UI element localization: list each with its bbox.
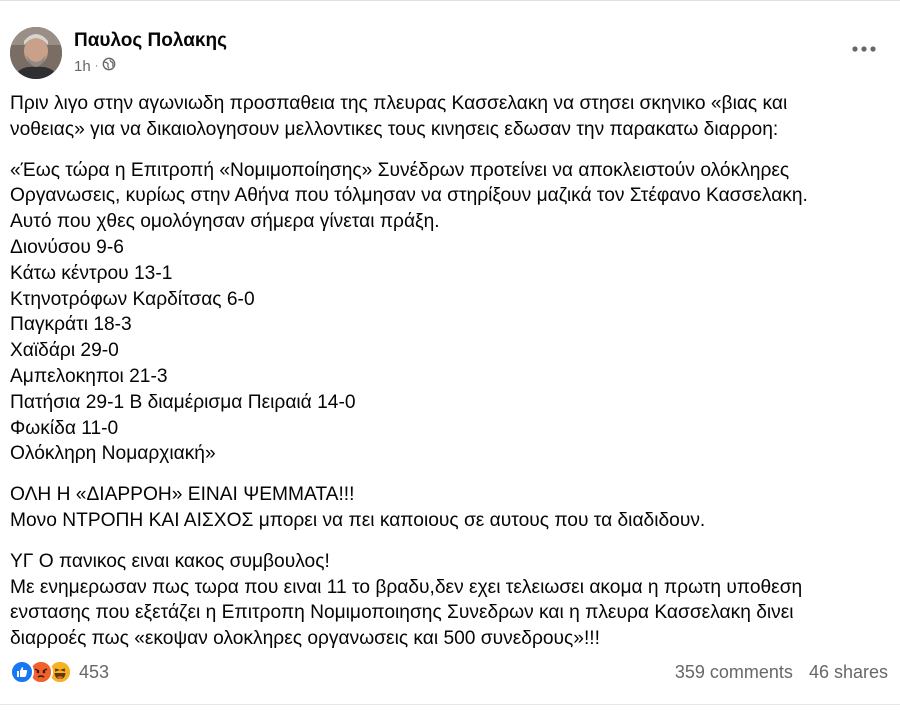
post-paragraph [10, 158, 890, 468]
text-line: Χαϊδάρι 29-0 [10, 340, 119, 362]
text-line: «Έως τώρα η Επιτροπή «Νομιμοποίησης» Συνέδρων προτείνει να αποκλειστούν ολόκληρες [10, 159, 790, 181]
text-line: Αυτό που χθες ομολόγησαν σήμερα γίνεται πράξη. [10, 211, 440, 233]
text-line: Φωκίδα 11-0 [10, 417, 119, 439]
post-meta [74, 57, 116, 75]
text-line: ενστασης που εξετάζει η Επιτροπη Νομιμοποιησης Συνεδρων και η πλευρα Κασσελακη δινει [10, 602, 794, 624]
footer-divider [0, 704, 900, 705]
text-line: Πριν λιγο στην αγωνιωδη προσπαθεια της πλευρας Κασσελακη να στησει σκηνικο «βιας και [10, 93, 788, 114]
text-line: Παγκράτι 18-3 [10, 314, 132, 336]
post-paragraph [10, 482, 890, 534]
more-options-icon[interactable] [846, 31, 882, 67]
text-line: διαρροές πως «εκοψαν ολοκληρες οργανωσεις και 500 συνεδρους»!!! [10, 628, 600, 650]
engagement-stats [675, 662, 888, 683]
author-name[interactable]: Παυλος Πολακης [74, 30, 227, 51]
post-paragraph [10, 91, 890, 143]
text-line: ΟΛΗ Η «ΔΙΑΡΡΟΗ» ΕΙΝΑΙ ΨΕΜΜΑΤΑ!!! [10, 484, 355, 506]
separator-dot: · [94, 60, 99, 72]
text-line: Οργανωσεις, κυρίως στην Αθήνα που τόλμησαν να στηρίξουν μαζικά τον Στέφανο Κασσελακη. [10, 185, 808, 207]
reactions-summary[interactable] [10, 660, 109, 684]
comments-count-link[interactable]: 359 comments [674, 661, 793, 682]
globe-icon[interactable] [102, 57, 116, 75]
post-paragraph [10, 549, 890, 652]
shares-count-link[interactable]: 46 shares [808, 661, 888, 682]
text-line: ΥΓ Ο πανικος ειναι κακος συμβουλος! [10, 550, 330, 572]
text-line: νοθειας» για να δικαιολογησουν μελλοντικες τους κινησεις εδωσαν την παρακατω διαρροη: [10, 118, 779, 140]
post-header [10, 27, 890, 83]
like-icon[interactable] [10, 660, 34, 684]
text-line: Μονο ΝΤΡΟΠΗ ΚΑΙ ΑΙΣΧΟΣ μπορει να πει καποιους σε αυτους που τα διαδιδουν. [10, 509, 706, 531]
text-line: Αμπελοκηποι 21-3 [10, 365, 168, 387]
post-text [10, 91, 890, 667]
post-footer [10, 656, 888, 688]
text-line: Κτηνοτρόφων Καρδίτσας 6-0 [10, 288, 255, 310]
text-line: Πατήσια 29-1 Β διαμέρισμα Πειραιά 14-0 [10, 391, 356, 413]
text-line: Ολόκληρη Νομαρχιακή» [10, 443, 216, 465]
reaction-count[interactable]: 453 [79, 661, 110, 682]
text-line: Διονύσου 9-6 [10, 236, 124, 258]
post-time[interactable]: 1h [74, 57, 91, 75]
avatar[interactable] [10, 27, 62, 79]
text-line: Κάτω κέντρου 13-1 [10, 262, 173, 284]
text-line: Με ενημερωσαν πως τωρα που ειναι 11 το βραδυ,δεν εχει τελειωσει ακομα η πρωτη υποθεση [10, 576, 803, 598]
